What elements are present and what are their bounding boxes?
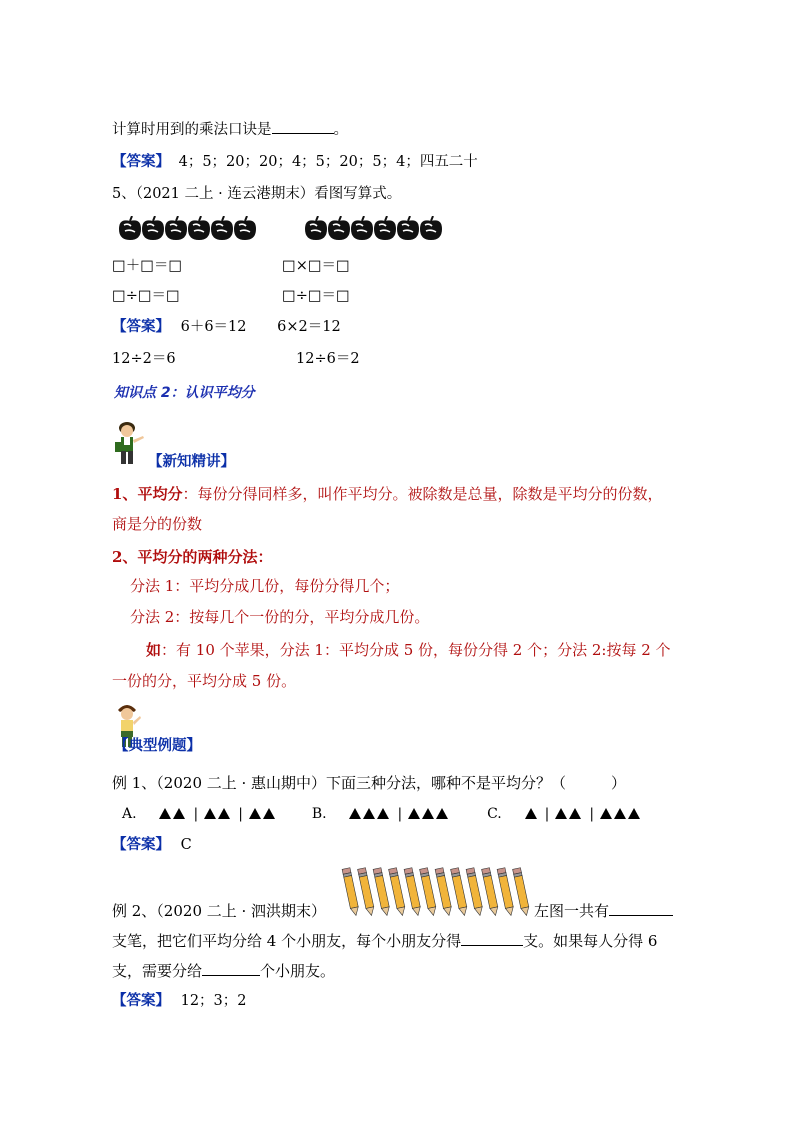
pencil-icon — [497, 868, 515, 917]
pencil-icon — [389, 868, 407, 917]
pencils-image — [340, 866, 532, 918]
example-line: 一份的分，平均分成 5 份。 — [112, 672, 297, 690]
example-2-question: 支，需要分给 个小朋友。 — [112, 962, 336, 980]
example-2-question: 支笔，把它们平均分给 4 个小朋友，每个小朋友分得 支。如果每人分得 6 — [112, 932, 658, 950]
equation-row — [112, 256, 182, 276]
answer-line: 【答案】 C — [112, 836, 192, 853]
section-title-new-knowledge: 【新知精讲】 — [148, 453, 235, 470]
question-5: 5、（2021 二上 · 连云港期末）看图写算式。 — [112, 186, 402, 202]
equation-template: □＋□＝□ — [112, 258, 183, 274]
equation-template: □÷□＝□ — [282, 288, 350, 304]
pencil-icon — [482, 868, 500, 917]
apple-icon — [211, 216, 233, 240]
knowledge-point-heading: 知识点 2：认识平均分 — [114, 385, 255, 401]
apple-icon — [188, 216, 210, 240]
example-2-question: 左图一共有 — [534, 901, 673, 921]
option-c-label: C. — [487, 806, 502, 822]
answer-label: 【答案】 — [112, 153, 170, 170]
apple-icon — [305, 216, 327, 240]
answer-line: 【答案】 6＋6＝12 6×2＝12 — [112, 318, 341, 335]
equation-template: □÷□＝□ — [112, 288, 180, 304]
answer-label: 【答案】 — [112, 836, 170, 853]
answer-blank — [609, 901, 673, 916]
definition-line: 1、平均分：每份分得同样多，叫作平均分。被除数是总量，除数是平均分的份数， — [112, 485, 663, 503]
apple-group-right-image — [304, 216, 442, 242]
equation-template: □×□＝□ — [282, 258, 350, 274]
pencil-icon — [420, 868, 438, 917]
teacher-figure-image — [113, 420, 147, 468]
option-b-label: B. — [311, 806, 327, 822]
options-row — [122, 804, 642, 824]
apple-icon — [420, 216, 442, 240]
example-1-question: 例 1、（2020 二上 · 惠山期中）下面三种分法，哪种不是平均分？（ ） — [112, 774, 627, 792]
pencil-icon — [373, 868, 391, 917]
answer-line: 12÷6＝2 — [296, 351, 360, 367]
definition-line: 商是分的份数 — [112, 515, 203, 533]
apple-icon — [351, 216, 373, 240]
option-a-label: A. — [122, 806, 137, 822]
example-line: 如：有 10 个苹果，分法 1：平均分成 5 份，每份分得 2 个；分法 2:按每 2 个 — [146, 641, 671, 659]
apple-icon — [328, 216, 350, 240]
apple-group-left-image — [118, 216, 258, 242]
apple-icon — [119, 216, 141, 240]
option-c-figure: | | — [525, 806, 642, 822]
equation-row — [282, 286, 350, 306]
apple-icon — [142, 216, 164, 240]
answer-text: 4；5；20；20；4；5；20；5；4；四五二十 — [178, 154, 478, 170]
answer-label: 【答案】 — [112, 992, 170, 1009]
apple-icon — [165, 216, 187, 240]
option-b-figure: | — [349, 806, 450, 822]
example-2-question: 例 2、（2020 二上 · 泗洪期末） — [112, 902, 327, 920]
section-title-typical-examples: 【典型例题】 — [114, 737, 201, 754]
apple-icon — [234, 216, 256, 240]
pencil-icon — [342, 868, 360, 917]
pencil-icon — [451, 868, 469, 917]
pencil-icon — [513, 868, 531, 917]
method-2: 分法 2：按每几个一份的分，平均分成几份。 — [130, 608, 430, 626]
method-1: 分法 1：平均分成几份，每份分得几个； — [130, 577, 400, 595]
pencil-icon — [435, 868, 453, 917]
answer-blank — [202, 961, 260, 976]
answer-line — [112, 152, 478, 172]
apple-icon — [374, 216, 396, 240]
equation-row — [282, 256, 350, 276]
text-line: 计算时用到的乘法口诀是 。 — [112, 119, 348, 140]
method-heading: 2、平均分的两种分法： — [112, 548, 273, 566]
option-a-figure: | | — [159, 806, 276, 822]
answer-blank — [272, 119, 334, 134]
answer-blank — [461, 931, 523, 946]
pencil-icon — [466, 868, 484, 917]
answer-line: 【答案】 12；3；2 — [112, 992, 247, 1009]
answer-line: 12÷2＝6 — [112, 351, 176, 367]
equation-row — [112, 286, 180, 306]
apple-icon — [397, 216, 419, 240]
pencil-icon — [404, 868, 422, 917]
pencil-icon — [358, 868, 376, 917]
answer-label: 【答案】 — [112, 318, 170, 335]
